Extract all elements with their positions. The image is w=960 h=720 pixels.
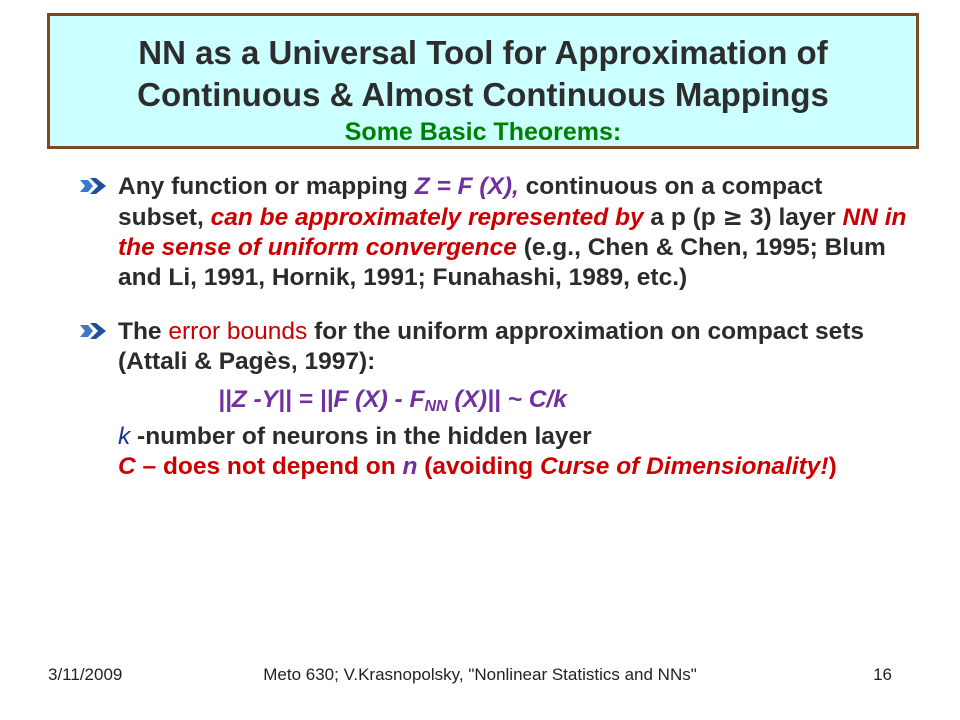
footer-date: 3/11/2009 — [48, 665, 123, 684]
emphasis-uniform-convergence: NN in the sense of uniform convergence — [118, 204, 907, 261]
bullet-arrow-icon — [80, 178, 106, 194]
slide-content — [80, 172, 910, 482]
footer-page-number: 16 — [873, 665, 892, 684]
mapping-expression: Z = F (X), — [414, 173, 519, 200]
title-box — [47, 13, 919, 149]
c-definition: C – does not depend on n (avoiding Curse of Dimensionality!) — [118, 453, 837, 480]
bullet-arrow-icon — [80, 323, 106, 339]
slide-subtitle: Some Basic Theorems: — [344, 118, 622, 146]
emphasis-can-be-represented: can be approximately represented by — [210, 204, 644, 231]
geq-symbol: ≥ — [722, 202, 744, 231]
slide-title-line2: Continuous & Almost Continuous Mappings — [137, 76, 829, 113]
error-bound-formula: ||Z -Y|| = ||F $(X) - F_{NN}$ (X)|| ~ C/k — [218, 386, 567, 415]
slide-title-line1: NN as a Universal Tool for Approximation of — [138, 34, 828, 71]
k-definition: k -number of neurons in the hidden layer — [118, 423, 592, 450]
emphasis-error-bounds: error bounds — [168, 318, 308, 345]
bullet-universal-approx: Any function or mapping Z = F (X), continuous on a compact subset, can be approximately represented by a p (p ≥ 3) layer NN in the sense of uniform convergence (e.g., Chen & Chen, 1995; Blum and Li, 1991, Hornik, 1991; Funahashi, 1989, etc.) — [80, 172, 910, 293]
footer-course: Meto 630; V.Krasnopolsky, "Nonlinear Statistics and NNs" — [263, 665, 697, 684]
bullet-error-bounds: The error bounds for the uniform approximation on compact sets (Attali & Pagès, 1997): ||Z -Y|| = ||F $(X) - F_{NN}$ (X)|| ~ C/k k -number of neurons in the hidden layer C – does not depend on n (avoiding Curse of Dimensionality!) — [80, 317, 910, 482]
